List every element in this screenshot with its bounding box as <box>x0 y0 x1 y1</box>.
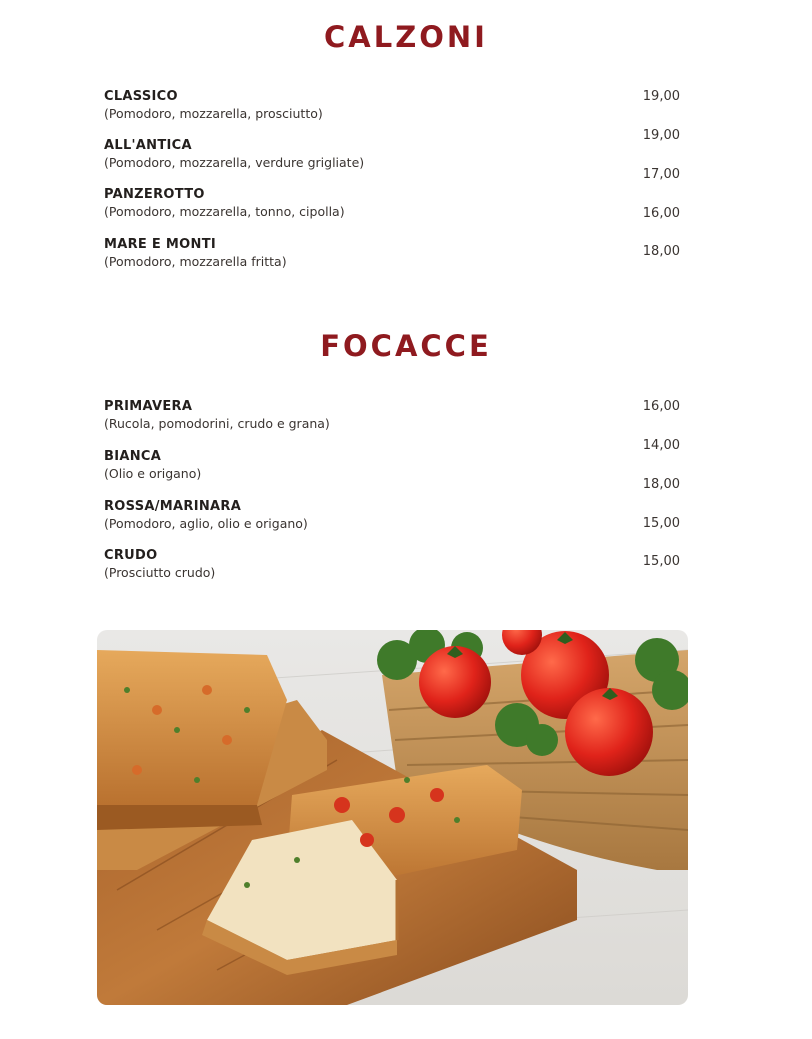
menu-item <box>104 236 287 270</box>
item-description: (Pomodoro, aglio, olio e origano) <box>104 516 308 531</box>
item-name: ALL'ANTICA <box>104 138 192 153</box>
menu-item <box>104 88 323 122</box>
item-description: (Pomodoro, mozzarella, tonno, cipolla) <box>104 204 345 219</box>
item-price: 17,00 <box>642 167 680 182</box>
menu-item <box>104 498 308 532</box>
item-description: (Olio e origano) <box>104 466 202 481</box>
menu-item <box>104 137 364 171</box>
menu-item <box>104 448 201 482</box>
item-description: (Pomodoro, mozzarella, prosciutto) <box>104 106 323 121</box>
item-name: CRUDO <box>104 548 158 563</box>
item-price: 16,00 <box>642 399 680 414</box>
focaccia-illustration <box>97 630 688 1005</box>
item-description: (Pomodoro, mozzarella fritta) <box>104 254 287 269</box>
item-price: 19,00 <box>642 89 680 104</box>
section-title-calzoni: CALZONI <box>324 20 488 54</box>
item-price: 19,00 <box>642 128 680 143</box>
menu-item <box>104 398 330 432</box>
item-price: 15,00 <box>642 554 680 569</box>
item-price: 15,00 <box>642 516 680 531</box>
section-title-focacce: FOCACCE <box>320 329 492 363</box>
item-price: 16,00 <box>642 206 680 221</box>
item-description: (Rucola, pomodorini, crudo e grana) <box>104 416 330 431</box>
item-name: CLASSICO <box>104 89 178 104</box>
item-name: BIANCA <box>104 449 162 464</box>
item-price: 14,00 <box>642 438 680 453</box>
menu-item <box>104 186 345 220</box>
item-name: ROSSA/MARINARA <box>104 499 242 514</box>
item-name: MARE E MONTI <box>104 237 216 252</box>
item-price: 18,00 <box>642 477 680 492</box>
item-name: PRIMAVERA <box>104 399 193 414</box>
item-description: (Pomodoro, mozzarella, verdure grigliate) <box>104 155 365 170</box>
item-price: 18,00 <box>642 244 680 259</box>
menu-item <box>104 547 215 581</box>
item-description: (Prosciutto crudo) <box>104 565 216 580</box>
item-name: PANZEROTTO <box>104 187 205 202</box>
focaccia-photo <box>97 630 688 1005</box>
